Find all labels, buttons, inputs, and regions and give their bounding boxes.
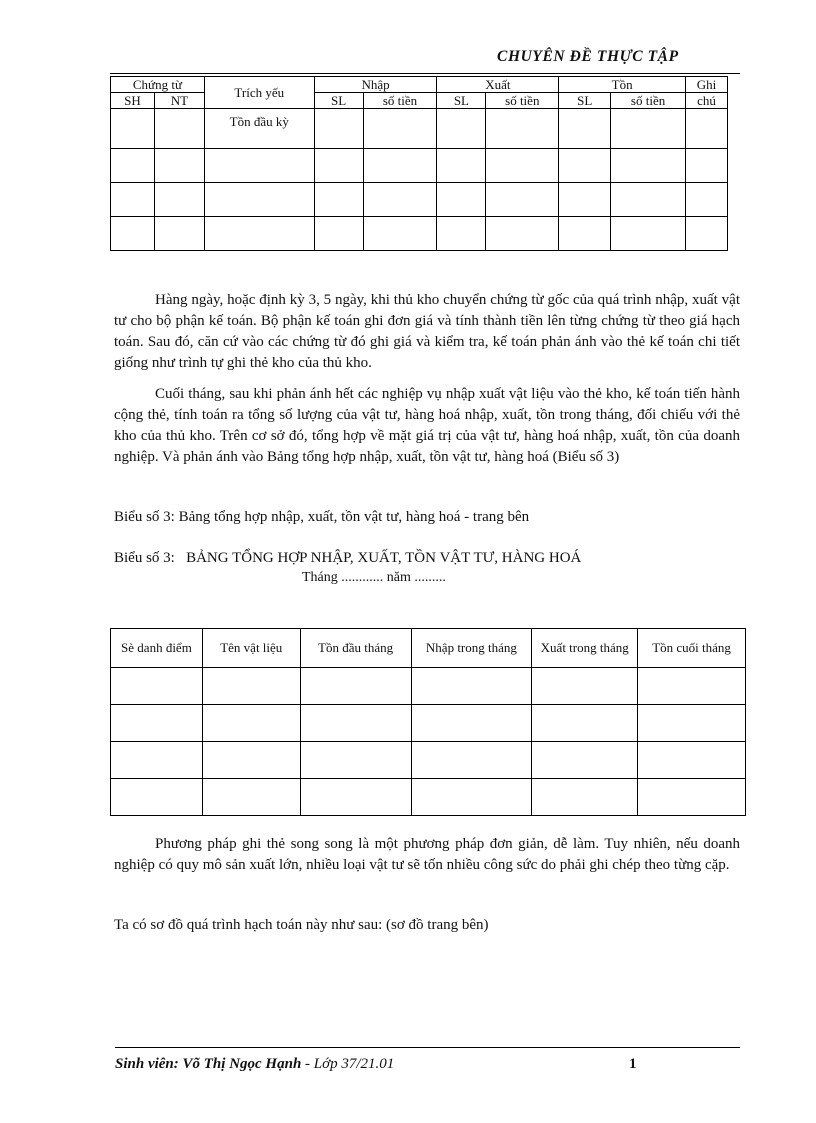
subheader-nt: NT	[154, 93, 204, 109]
summary-period: Tháng ............ năm .........	[302, 570, 446, 585]
col-header-ton-cuoi-thang: Tồn cuối tháng	[638, 629, 746, 668]
table-row	[111, 705, 746, 742]
diagram-reference-line: Ta có sơ đồ quá trình hạch toán này như sau: (sơ đồ trang bên)	[114, 917, 489, 933]
header-nhap: Nhập	[314, 77, 437, 93]
subheader-sh: SH	[111, 93, 155, 109]
header-xuat: Xuất	[437, 77, 559, 93]
table-row	[111, 668, 746, 705]
header-divider	[110, 73, 740, 74]
subheader-xuat-so-tien: số tiền	[486, 93, 559, 109]
paragraph-2: Cuối tháng, sau khi phản ánh hết các nghiệp vụ nhập xuất vật liệu vào thẻ kho, kế toán tiến hành cộng thẻ, tính toán ra tổng số lượng của vật tư, hàng hoá nhập, xuất, tồn trong tháng, đối chiếu với thẻ kho của thủ kho. Trên cơ sở đó, tổng hợp về mặt giá trị của vật tư, hàng hoá nhập, xuất, tồn của doanh nghiệp. Và phản ánh vào Bảng tổng hợp nhập, xuất, tồn vật tư, hàng hoá (Biểu số 3)	[114, 386, 740, 465]
ledger-table	[110, 76, 728, 251]
table-row	[111, 183, 728, 217]
subheader-nhap-sl: SL	[314, 93, 363, 109]
header-ghi: Ghi	[686, 77, 728, 93]
subheader-chu: chú	[686, 93, 728, 109]
opening-balance-label: Tồn đầu kỳ	[204, 109, 314, 149]
col-header-danh-diem: Sè danh điểm	[111, 629, 203, 668]
caption-label: Biểu số 3:	[114, 550, 175, 566]
summary-caption	[114, 550, 581, 567]
col-header-xuat-trong-thang: Xuất trong tháng	[532, 629, 638, 668]
subheader-ton-sl: SL	[559, 93, 611, 109]
footer-student	[115, 1056, 394, 1073]
student-name: Sinh viên: Võ Thị Ngọc Hạnh	[115, 1056, 302, 1072]
subheader-xuat-sl: SL	[437, 93, 486, 109]
paragraph-1: Hàng ngày, hoặc định kỳ 3, 5 ngày, khi thủ kho chuyển chứng từ gốc của quá trình nhập, xuất vật tư cho bộ phận kế toán. Bộ phận kế toán ghi đơn giá và tính thành tiền lên từng chứng từ theo giá hạch toán. Sau đó, căn cứ vào các chứng từ đó ghi giá và kiểm tra, kế toán phản ánh vào thẻ kế toán chi tiết giống như trình tự ghi thẻ kho của thủ kho.	[114, 292, 740, 371]
header-ton: Tồn	[559, 77, 686, 93]
table-row	[111, 149, 728, 183]
header-trich-yeu: Trích yếu	[204, 77, 314, 109]
page-number: 1	[629, 1056, 637, 1072]
caption-title: BẢNG TỔNG HỢP NHẬP, XUẤT, TỒN VẬT TƯ, HÀNG HOÁ	[186, 550, 582, 566]
table-row	[111, 217, 728, 251]
class-code: - Lớp 37/21.01	[301, 1056, 395, 1072]
paragraph-3: Phương pháp ghi thẻ song song là một phương pháp đơn giản, dễ làm. Tuy nhiên, nếu doanh nghiệp có quy mô sản xuất lớn, nhiều loại vật tư sẽ tốn nhiều công sức do phải ghi chép theo từng cặp.	[114, 836, 740, 873]
col-header-ten-vat-lieu: Tên vật liệu	[202, 629, 300, 668]
col-header-ton-dau-thang: Tồn đầu tháng	[300, 629, 411, 668]
table-row	[111, 109, 728, 149]
header-chung-tu: Chứng từ	[111, 77, 205, 93]
subheader-nhap-so-tien: số tiền	[363, 93, 437, 109]
reference-line: Biểu số 3: Bảng tổng hợp nhập, xuất, tồn vật tư, hàng hoá - trang bên	[114, 509, 530, 525]
col-header-nhap-trong-thang: Nhập trong tháng	[411, 629, 532, 668]
document-header-title: CHUYÊN ĐỀ THỰC TẬP	[497, 48, 679, 65]
table-row	[111, 742, 746, 779]
table-row	[111, 779, 746, 816]
footer-divider	[115, 1047, 740, 1048]
subheader-ton-so-tien: số tiền	[611, 93, 686, 109]
summary-table	[110, 628, 746, 816]
